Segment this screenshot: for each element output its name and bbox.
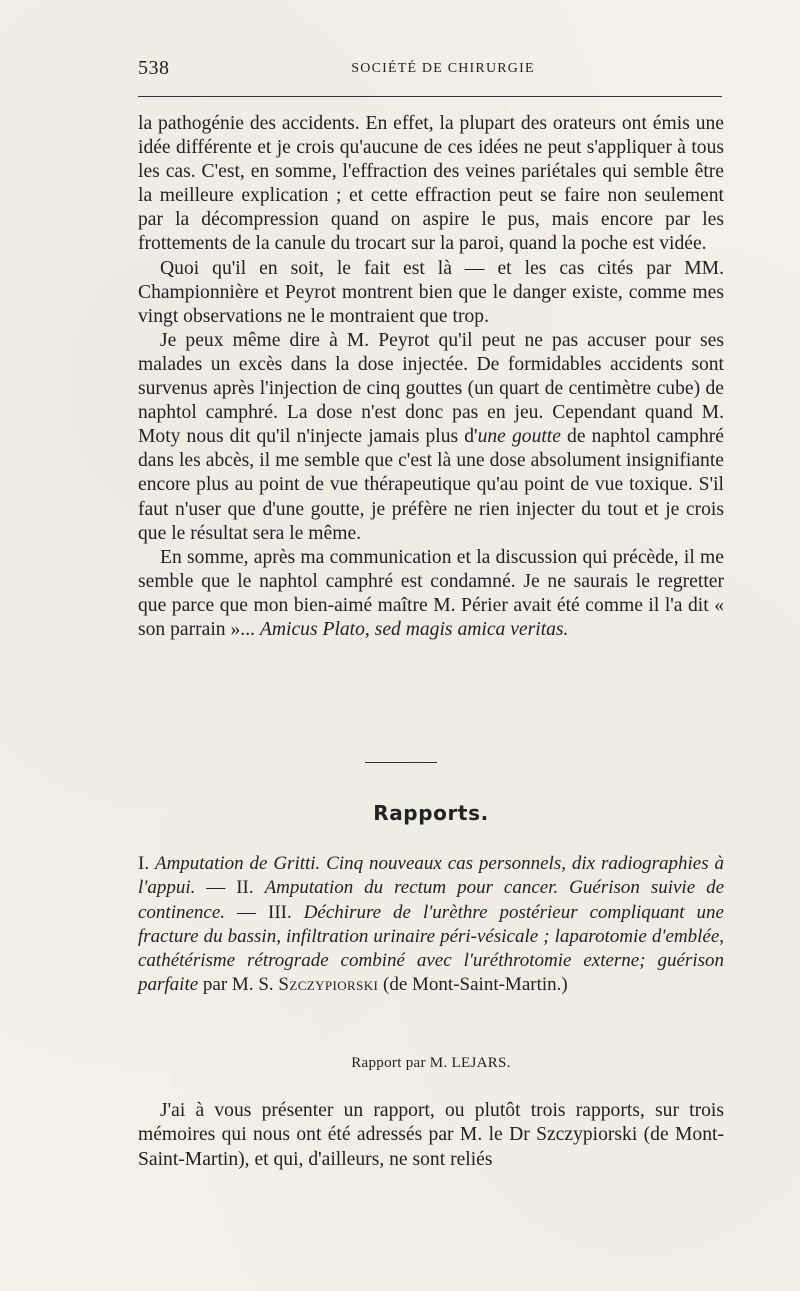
report-separator-1: — II.: [195, 877, 265, 899]
report-author: Szczypiorski: [278, 974, 379, 996]
report-title-1: Amputation de Gritti. Cinq nouveaux cas personnels, dix radiographies à l'appui.: [138, 853, 725, 899]
report-paragraph-1: J'ai à vous présenter un rapport, ou plutôt trois rapports, sur trois mémoires qui nous ont été adressés par M. le Dr Szczypiorski (de Mont-Saint-Martin), et qui, d'ailleurs, ne sont reliés: [138, 1100, 724, 1170]
section-divider: [365, 762, 437, 763]
running-head: [138, 57, 724, 85]
report-separator-2: — III.: [225, 901, 304, 923]
report-title: [138, 852, 724, 998]
journal-title: SOCIÉTÉ DE CHIRURGIE: [351, 61, 535, 76]
paragraph-4-text: En somme, après ma communication et la discussion qui précède, il me semble que le naphtol camphré est condamné. Je ne saurais le regretter que parce que mon bien-aimé maître M. Périer avait été comme il l'a dit « son parrain »...: [138, 546, 724, 640]
paragraph-3-text-b: de naphtol camphré dans les abcès, il me semble que c'est là une dose absolument insignifiante encore plus au point de vue thérapeutique qu'au point de vue toxique. S'il faut n'user que d'une goutte, je préfère ne rien injecter du tout et je crois que le résultat sera le même.: [138, 426, 724, 544]
report-numeral-1: I.: [138, 853, 155, 874]
paragraph-3-text-a: Je peux même dire à M. Peyrot qu'il peut ne pas accuser pour ses malades un excès dans la dose injectée. De formidables accidents sont survenus après l'injection de cinq gouttes (un quart de centimètre cube) de naphtol camphré. La dose n'est donc pas en jeu. Cependant quand M. Moty nous dit qu'il n'injecte jamais plus d': [138, 329, 724, 448]
report-title-2: Amputation du rectum pour cancer. Guérison suivie de continence.: [138, 877, 724, 923]
report-body: [138, 1099, 724, 1172]
header-rule: [138, 96, 722, 97]
body-text: [138, 112, 724, 642]
page-number: 538: [138, 57, 170, 79]
paragraph-4: [138, 546, 724, 642]
paragraph-4-latin-quote: Amicus Plato, sed magis amica veritas.: [259, 618, 569, 640]
report-by: par M. S.: [198, 974, 279, 996]
section-heading: Rapports.: [373, 801, 489, 825]
paragraph-3: [138, 329, 724, 546]
paragraph-2: Quoi qu'il en soit, le fait est là — et les cas cités par MM. Championnière et Peyrot montrent bien que le danger existe, comme mes vingt observations ne le montraient que trop.: [138, 257, 724, 327]
report-place: (de Mont-Saint-Martin.): [378, 974, 568, 996]
report-title-3: Déchirure de l'urèthre postérieur compliquant une fracture du bassin, infiltration urinaire péri-vésicale ; laparotomie d'emblée, cathétérisme rétrograde combiné avec l'uréthrotomie externe; guérison parfaite: [138, 901, 724, 996]
rapporteur-line: Rapport par M. LEJARS.: [351, 1055, 511, 1071]
paragraph-3-italic: une goutte: [477, 426, 561, 448]
paragraph-continuation: la pathogénie des accidents. En effet, la plupart des orateurs ont émis une idée différente et je crois qu'aucune de ces idées ne peut s'appliquer à tous les cas. C'est, en somme, l'effraction des veines pariétales qui semble être la meilleure explication ; et cette effraction peut se faire non seulement par la décompression quand on aspire le pus, mais encore par les frottements de la canule du trocart sur la paroi, quand la poche est vidée.: [138, 113, 724, 255]
